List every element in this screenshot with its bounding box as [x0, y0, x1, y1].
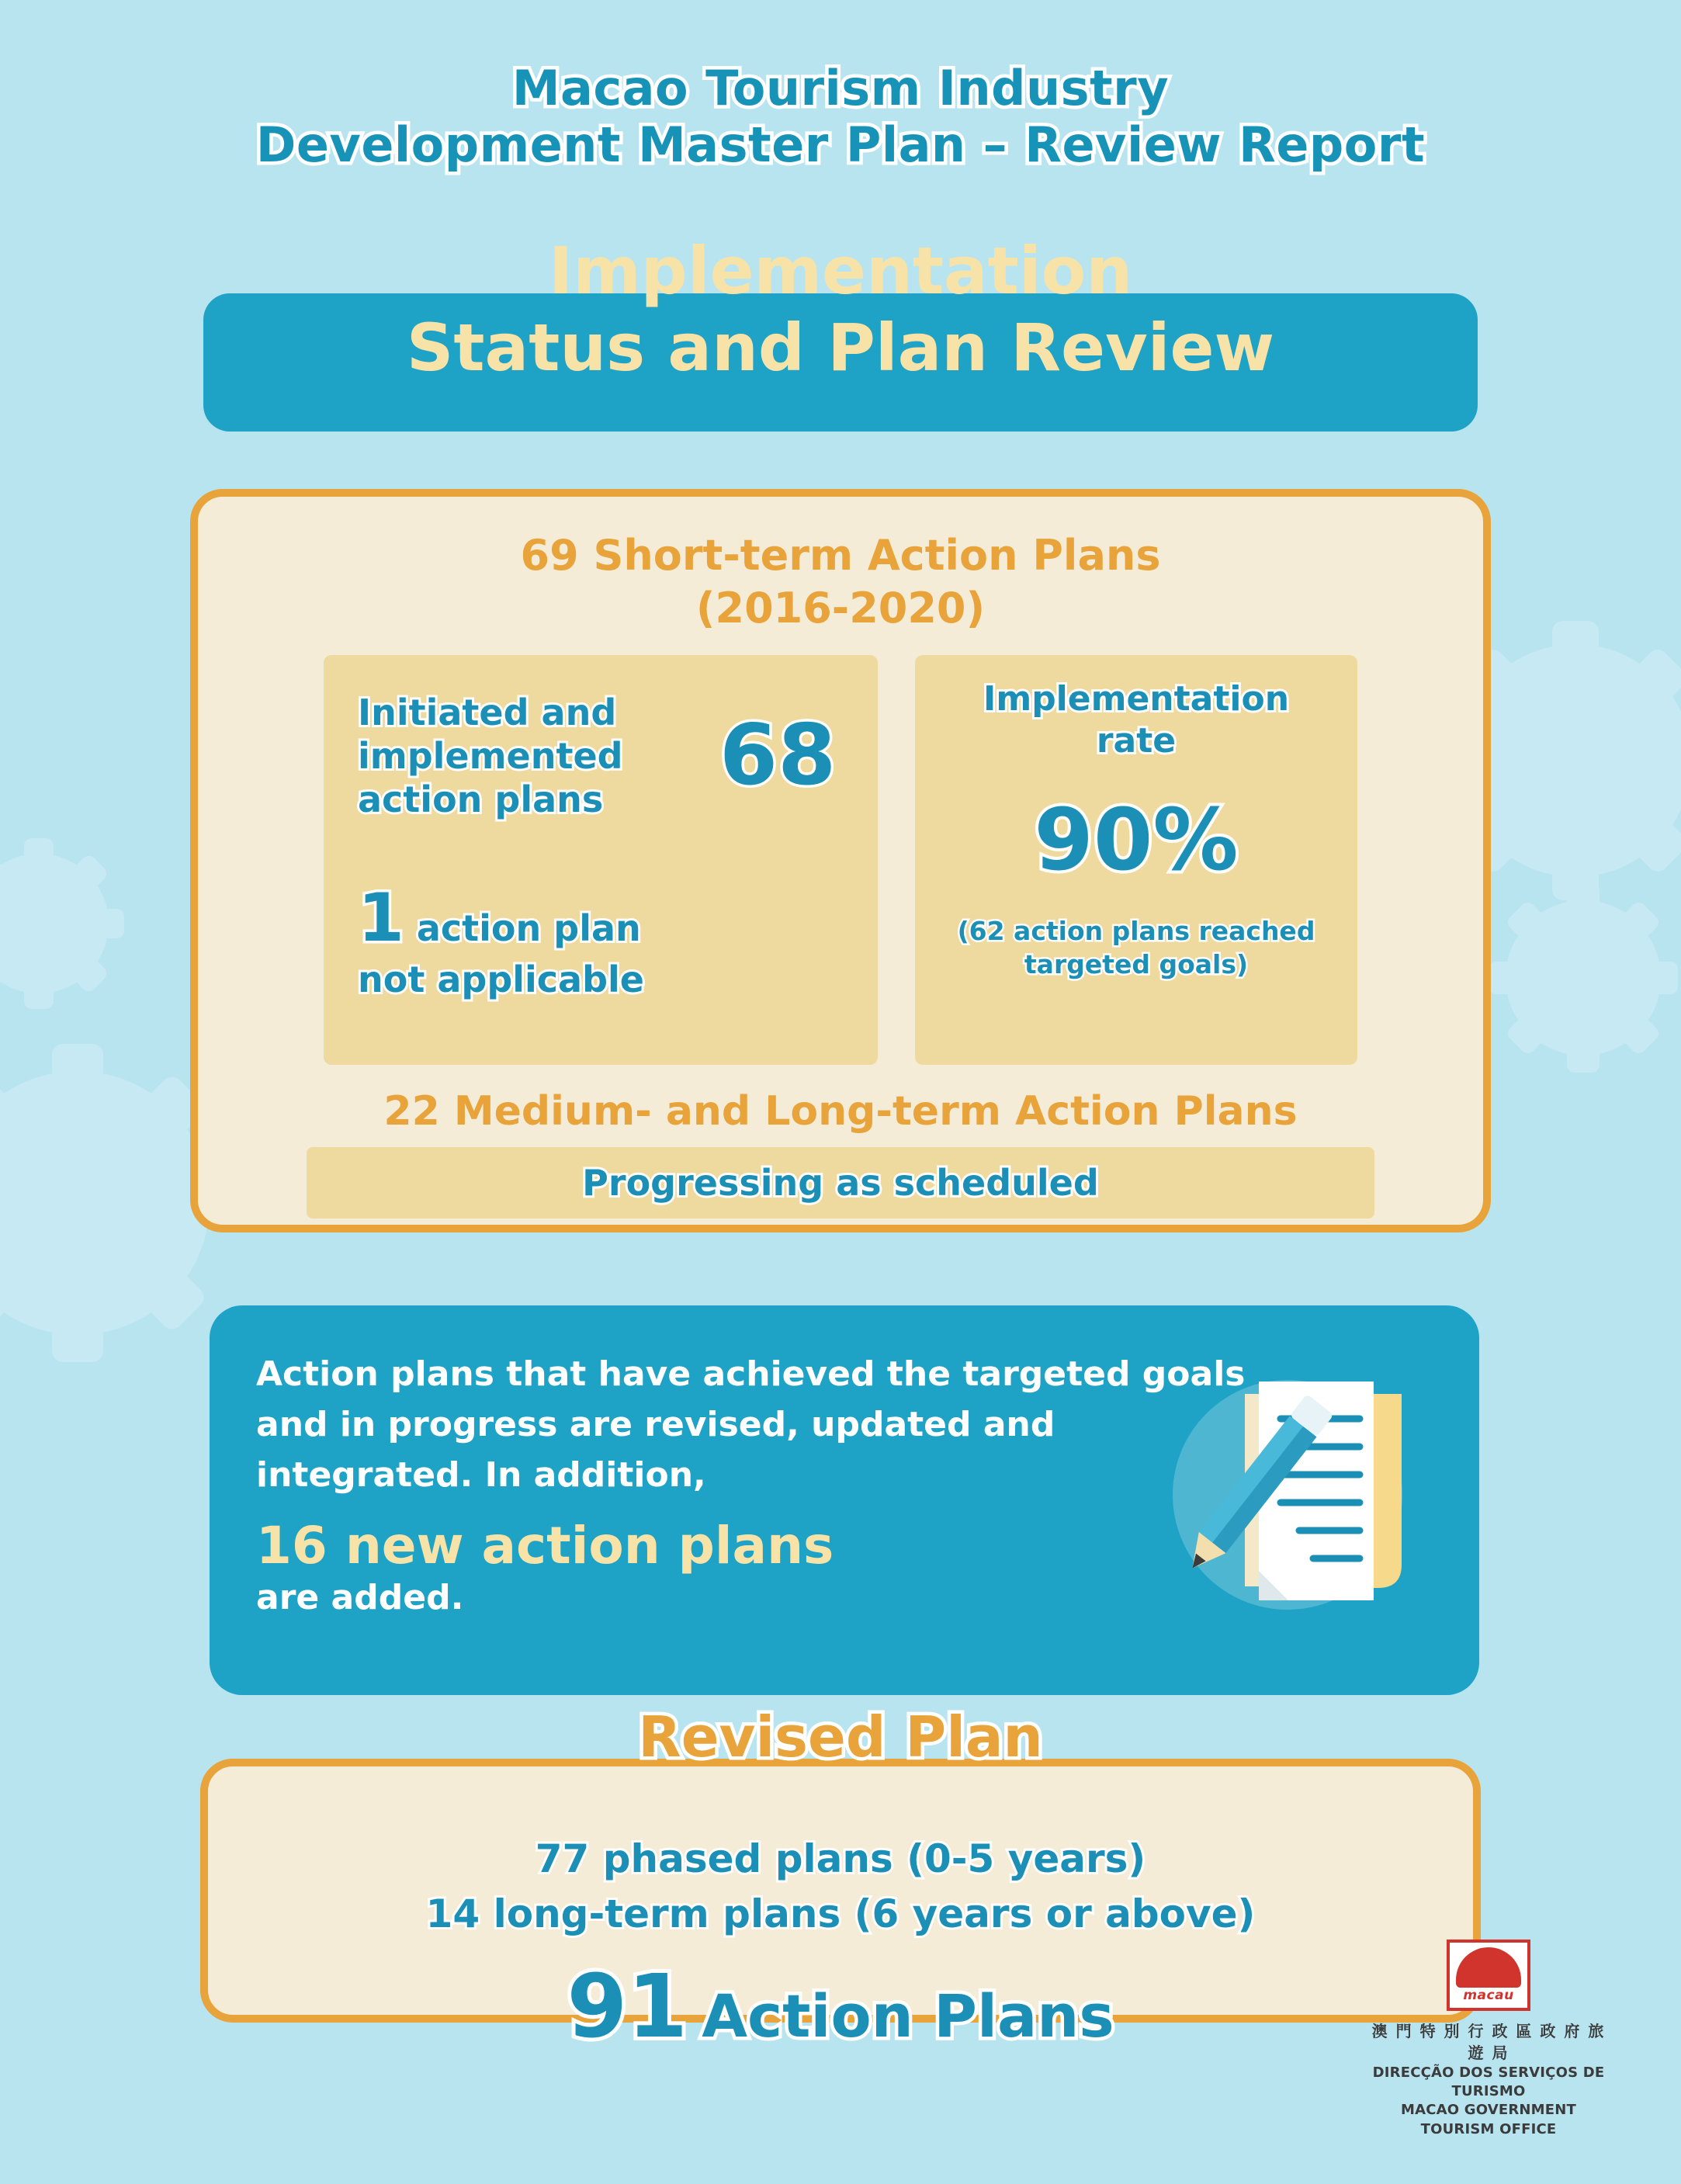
total-action-plans — [0, 1957, 1681, 2057]
logo-text-portuguese: DIRECÇÃO DOS SERVIÇOS DE TURISMO — [1372, 2064, 1605, 2100]
not-applicable-label-line2: not applicable — [358, 959, 644, 1000]
implementation-rate-value: 90% — [1034, 790, 1239, 890]
macao-logo-wordmark: macau — [1463, 1987, 1514, 2003]
implementation-rate-note-line2: targeted goals) — [1024, 948, 1249, 979]
update-note-paragraph: Action plans that have achieved the targeted goals and in progress are revised, updated and integrated. In addition, — [256, 1354, 1246, 1496]
short-term-heading-line2: (2016-2020) — [695, 583, 986, 633]
banner-title-line2: Status and Plan Review — [406, 310, 1275, 387]
banner-title — [0, 233, 1681, 387]
implemented-plans-label: Initiated and implemented action plans — [358, 692, 623, 821]
implemented-plans-line — [358, 691, 844, 821]
document-with-pencil-icon — [1128, 1354, 1431, 1633]
logo-text-english: MACAO GOVERNMENT TOURISM OFFICE — [1400, 2102, 1577, 2137]
revised-plan-line1: 77 phased plans (0-5 years) — [535, 1836, 1146, 1881]
total-action-plans-label: Action Plans — [702, 1981, 1114, 2051]
total-action-plans-number: 91 — [567, 1957, 688, 2057]
implementation-rate-label-line2: rate — [1096, 720, 1177, 761]
implementation-rate-label — [934, 678, 1339, 761]
implementation-rate-note-line1: (62 action plans reached — [957, 916, 1315, 947]
short-term-heading-line1: 69 Short-term Action Plans — [520, 531, 1161, 580]
not-applicable-label-2 — [358, 958, 644, 1001]
page-title — [0, 61, 1681, 173]
not-applicable-label: action plan — [416, 907, 641, 949]
not-applicable-line — [358, 879, 641, 957]
short-term-card — [190, 489, 1491, 1232]
medium-long-status-bar — [307, 1147, 1374, 1219]
banner-title-line1: Implementation — [548, 233, 1133, 309]
logo-text-chinese: 澳 門 特 別 行 政 區 政 府 旅 遊 局 — [1371, 2021, 1606, 2062]
implementation-rate-label-line1: Implementation — [983, 679, 1290, 719]
implemented-plans-box — [324, 655, 878, 1065]
implementation-rate-box — [915, 655, 1357, 1065]
implementation-rate-note — [934, 915, 1339, 980]
revised-plan-title: Revised Plan — [638, 1704, 1043, 1770]
update-note-card — [210, 1305, 1479, 1695]
revised-plan-line2: 14 long-term plans (6 years or above) — [425, 1891, 1256, 1936]
new-plans-tail: are added. — [256, 1578, 464, 1618]
medium-long-status: Progressing as scheduled — [582, 1162, 1099, 1204]
page-title-line1: Macao Tourism Industry — [511, 60, 1170, 116]
short-term-heading — [198, 529, 1483, 634]
medium-long-title: 22 Medium- and Long-term Action Plans — [383, 1088, 1298, 1135]
implemented-plans-value: 68 — [719, 707, 837, 805]
not-applicable-value: 1 — [358, 879, 404, 957]
new-plans-highlight: 16 new action plans — [256, 1516, 834, 1576]
short-term-stats-row — [198, 655, 1483, 1065]
page-title-line2: Development Master Plan – Review Report — [255, 116, 1426, 173]
